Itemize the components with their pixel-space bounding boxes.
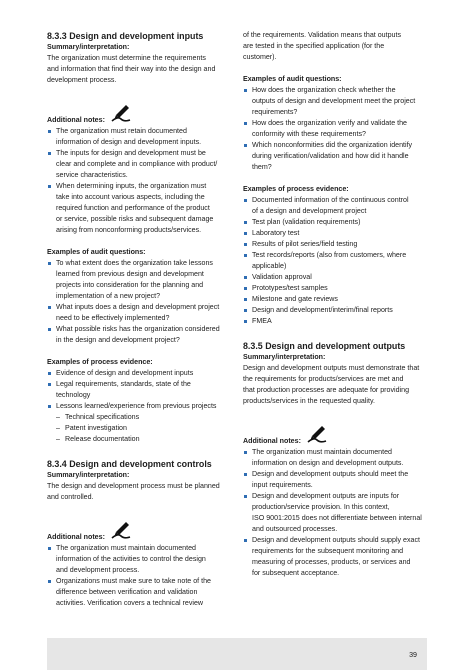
section-heading-834: 8.3.4 Design and development controls <box>47 459 212 469</box>
list-item: Prototypes/test samples <box>243 283 435 294</box>
list-item: Milestone and gate reviews <box>243 294 435 305</box>
section-heading-835: 8.3.5 Design and development outputs <box>243 341 406 351</box>
text-line: and controlled. <box>47 493 94 501</box>
continued-text <box>243 30 435 63</box>
section-heading-833: 8.3.3 Design and development inputs <box>47 31 204 41</box>
list-item: Organizations must make sure to take note of the difference between verification and validation activities. Verification covers a technical review <box>47 576 239 609</box>
summary-text <box>47 481 239 503</box>
text-line: The organization must determine the requirements <box>47 54 206 62</box>
list-item: Legal requirements, standards, state of the technology <box>47 379 239 401</box>
pen-writing-icon <box>110 520 132 544</box>
list-item: Documented information of the continuous control of a design and development project <box>243 195 435 217</box>
summary-label: Summary/interpretation: <box>47 43 130 51</box>
audit-questions-list <box>243 85 435 173</box>
list-item: Test records/reports (also from customers, where applicable) <box>243 250 435 272</box>
list-item: The organization must maintain documented information of the activities to control the design and development process. <box>47 543 239 576</box>
pen-writing-icon <box>110 103 132 127</box>
list-item: What possible risks has the organization considered in the design and development project? <box>47 324 239 346</box>
list-item: Design and development/interim/final reports <box>243 305 435 316</box>
list-item: Results of pilot series/field testing <box>243 239 435 250</box>
list-item: The organization must maintain documented information on design and development outputs. <box>243 447 435 469</box>
text-line: customer). <box>243 53 277 61</box>
list-item: Evidence of design and development inputs <box>47 368 239 379</box>
list-item: When determining inputs, the organization must take into account various aspects, including the required function and performance of the product or service, possible risks and subsequent damage arising from nonconforming products/services. <box>47 181 239 236</box>
text-line: The design and development process must be planned <box>47 482 220 490</box>
list-item: FMEA <box>243 316 435 327</box>
list-item: Laboratory test <box>243 228 435 239</box>
list-item: What inputs does a design and development project need to be effectively implemented? <box>47 302 239 324</box>
notes-label: Additional notes: <box>243 437 301 445</box>
process-evidence-list <box>47 368 239 445</box>
right-column <box>243 30 435 579</box>
notes-header <box>47 519 239 543</box>
text-line: of the requirements. Validation means that outputs <box>243 31 401 39</box>
list-item: How does the organization check whether the outputs of design and development meet the project requirements? <box>243 85 435 118</box>
list-item: Which nonconformities did the organization identify during verification/validation and how did it handle them? <box>243 140 435 173</box>
notes-label: Additional notes: <box>47 533 105 541</box>
summary-label: Summary/interpretation: <box>47 471 130 479</box>
sub-list-item: – Patent investigation <box>47 423 239 434</box>
pen-writing-icon <box>306 424 328 448</box>
audit-questions-list <box>47 258 239 346</box>
sub-list-item: – Technical specifications <box>47 412 239 423</box>
text-line: that production processes are adequate for providing <box>243 386 410 394</box>
audit-questions-label: Examples of audit questions: <box>243 75 342 83</box>
notes-header <box>47 102 239 126</box>
text-line: products/services in the requested quality. <box>243 397 375 405</box>
list-item: Validation approval <box>243 272 435 283</box>
list-item: Design and development outputs are inputs for production/service provision. In this context, ISO 9001:2015 does not differentiate between internal and outsourced processes. <box>243 491 435 535</box>
process-evidence-label: Examples of process evidence: <box>243 185 349 193</box>
text-line: and information that find their way into the design and <box>47 65 216 73</box>
notes-list <box>243 447 435 579</box>
list-item: To what extent does the organization take lessons learned from previous design and development projects into consideration for the planning and implementation of a new project? <box>47 258 239 302</box>
notes-header <box>243 423 435 447</box>
text-line: development process. <box>47 76 117 84</box>
text-line: the requirements for products/services are met and <box>243 375 404 383</box>
sub-list-item: – Release documentation <box>47 434 239 445</box>
list-item: Design and development outputs should supply exact requirements for the subsequent monitoring and measuring of processes, products, or services and for subsequent acceptance. <box>243 535 435 579</box>
text-line: Design and development outputs must demonstrate that <box>243 364 420 372</box>
list-item: The organization must retain documented information of design and development inputs. <box>47 126 239 148</box>
list-item: Design and development outputs should meet the input requirements. <box>243 469 435 491</box>
summary-text <box>243 363 435 407</box>
list-item: Lessons learned/experience from previous projects <box>47 401 239 412</box>
summary-label: Summary/interpretation: <box>243 353 326 361</box>
process-evidence-list <box>243 195 435 327</box>
left-column <box>47 30 239 609</box>
page-footer <box>47 638 427 670</box>
list-item: The inputs for design and development must be clear and complete and in compliance with product/ service characteristics. <box>47 148 239 181</box>
process-evidence-label: Examples of process evidence: <box>47 358 153 366</box>
summary-text <box>47 53 239 86</box>
notes-list <box>47 126 239 236</box>
list-item: Test plan (validation requirements) <box>243 217 435 228</box>
notes-label: Additional notes: <box>47 116 105 124</box>
page-number: 39 <box>409 651 417 659</box>
text-line: are tested in the specified application (for the <box>243 42 385 50</box>
list-item: How does the organization verify and validate the conformity with these requirements? <box>243 118 435 140</box>
audit-questions-label: Examples of audit questions: <box>47 248 146 256</box>
notes-list <box>47 543 239 609</box>
